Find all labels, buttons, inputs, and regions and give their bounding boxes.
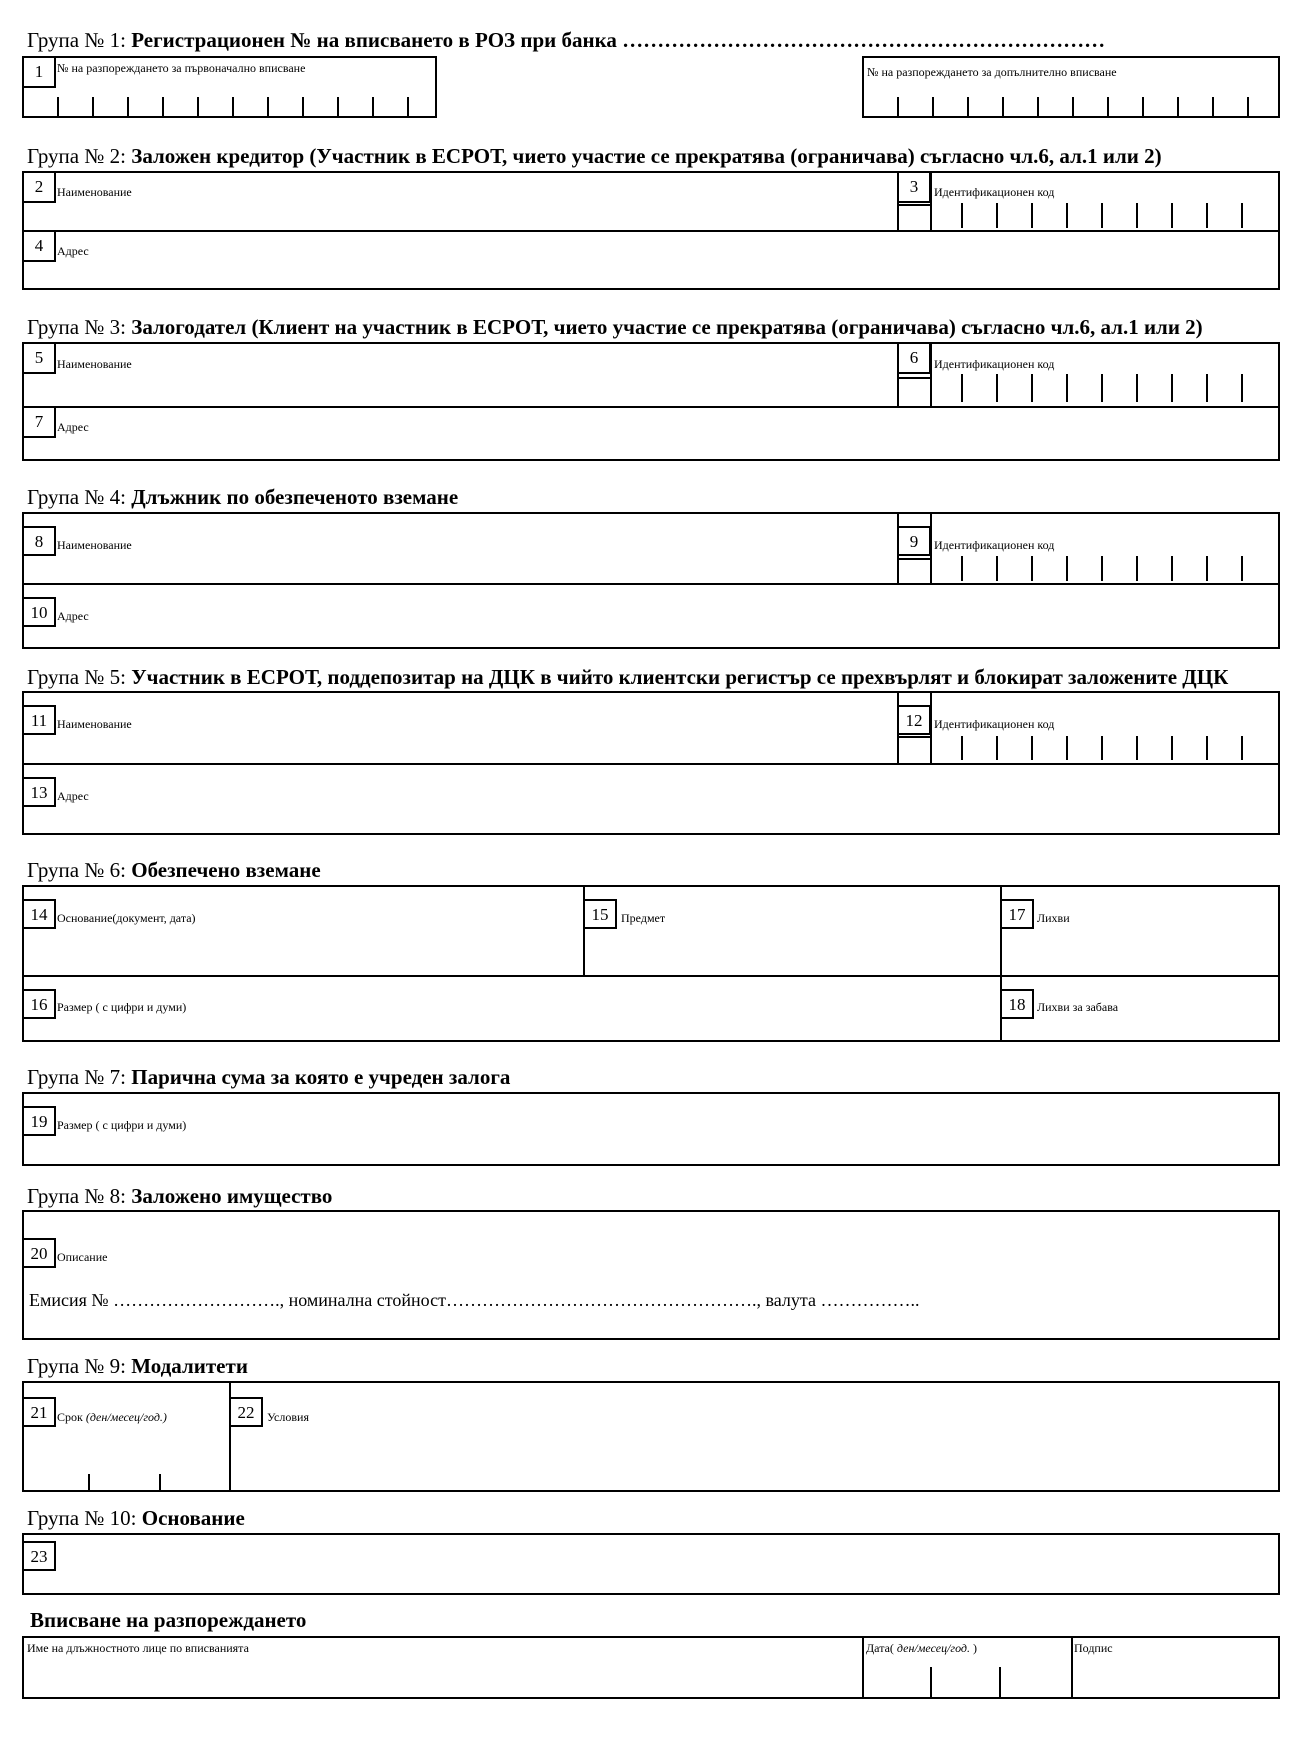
comb-tick bbox=[1136, 556, 1138, 581]
registration-title: Вписване на разпореждането bbox=[30, 1608, 307, 1632]
comb-tick bbox=[1241, 736, 1243, 760]
group-7-prefix: Група № 7: bbox=[27, 1065, 132, 1089]
comb-tick bbox=[967, 97, 969, 116]
signature-field[interactable] bbox=[1073, 1638, 1278, 1697]
id-code-label: Идентификационен код bbox=[934, 357, 1055, 371]
comb-tick bbox=[1031, 374, 1033, 402]
address-label: Адрес bbox=[57, 244, 89, 258]
id-code-label: Идентификационен код bbox=[934, 538, 1055, 552]
comb-tick bbox=[961, 374, 963, 402]
group-1-title bbox=[27, 28, 1105, 53]
comb-tick bbox=[1247, 97, 1249, 116]
comb-tick bbox=[996, 556, 998, 581]
field-number: 14 bbox=[24, 899, 56, 929]
comb-tick bbox=[1101, 556, 1103, 581]
name-field-label: Наименование bbox=[57, 538, 132, 552]
comb-tick bbox=[1066, 203, 1068, 228]
field-label: № на разпореждането за първоначално вписване bbox=[57, 61, 306, 75]
comb-tick bbox=[1002, 97, 1004, 116]
group-5-box bbox=[22, 691, 1280, 835]
comb-tick bbox=[1136, 203, 1138, 228]
group-6-prefix: Група № 6: bbox=[27, 858, 132, 882]
group-5-title bbox=[27, 665, 1228, 690]
issue-details-line: Емисия № ………………………., номинална стойност……………………………………………., валута …………….. bbox=[29, 1290, 920, 1310]
comb-tick bbox=[92, 97, 94, 116]
conditions-label: Условия bbox=[267, 1410, 309, 1424]
pledged-property-field[interactable] bbox=[22, 1210, 1280, 1340]
comb-tick bbox=[1212, 97, 1214, 116]
comb-tick bbox=[1107, 97, 1109, 116]
additional-order-number-field[interactable] bbox=[862, 56, 1280, 118]
field-number: 19 bbox=[24, 1106, 56, 1136]
comb-tick bbox=[1101, 736, 1103, 760]
group-6-title bbox=[27, 858, 321, 883]
comb-tick bbox=[1066, 374, 1068, 402]
date-format-hint: ден/месец/год. bbox=[896, 1641, 970, 1655]
term-label-text: Срок bbox=[57, 1410, 86, 1424]
pledgor-name-field[interactable] bbox=[24, 344, 896, 406]
comb-tick bbox=[1171, 374, 1173, 402]
subdepository-address-field[interactable] bbox=[24, 765, 1278, 833]
comb-tick bbox=[1066, 556, 1068, 581]
group-1-prefix: Група № 1: bbox=[27, 28, 132, 52]
creditor-id-code-field[interactable] bbox=[932, 173, 1278, 230]
group-10-title bbox=[27, 1506, 245, 1531]
field-number: 23 bbox=[24, 1541, 56, 1571]
interest-field[interactable] bbox=[1002, 887, 1278, 975]
official-name-field[interactable] bbox=[24, 1638, 861, 1697]
comb-tick bbox=[961, 736, 963, 760]
debtor-address-field[interactable] bbox=[24, 585, 1278, 647]
field-number: 6 bbox=[899, 344, 931, 374]
comb-tick bbox=[1031, 736, 1033, 760]
name-field-label: Наименование bbox=[57, 717, 132, 731]
field-number: 10 bbox=[24, 597, 56, 627]
field-number: 8 bbox=[24, 526, 56, 556]
group-10-prefix: Група № 10: bbox=[27, 1506, 142, 1530]
comb-tick bbox=[1101, 203, 1103, 228]
id-code-label: Идентификационен код bbox=[934, 185, 1055, 199]
group-5-heading: Участник в ЕСРОТ, поддепозитар на ДЦК в чийто клиентски регистър се прехвърлят и блокират заложените ДЦК bbox=[131, 665, 1229, 689]
group-2-prefix: Група № 2: bbox=[27, 144, 132, 168]
field-number: 7 bbox=[24, 408, 56, 438]
date-label-text: Дата( bbox=[866, 1641, 897, 1655]
term-field[interactable] bbox=[24, 1383, 228, 1490]
group-4-prefix: Група № 4: bbox=[27, 485, 132, 509]
comb-tick bbox=[1206, 203, 1208, 228]
group-9-title bbox=[27, 1354, 248, 1379]
group-3-title bbox=[27, 315, 1203, 340]
comb-tick bbox=[1101, 374, 1103, 402]
group-6-box bbox=[22, 885, 1280, 1042]
comb-tick bbox=[1171, 203, 1173, 228]
group-9-box bbox=[22, 1381, 1280, 1492]
field-number: 17 bbox=[1002, 899, 1034, 929]
field-label: № на разпореждането за допълнително вписване bbox=[867, 65, 1117, 79]
date-label-end: ) bbox=[970, 1641, 977, 1655]
field-number: 20 bbox=[24, 1238, 56, 1268]
group-2-heading: Заложен кредитор (Участник в ЕСРОТ, чието участие се прекратява (ограничава) съгласно чл.6, ал.1 или 2) bbox=[131, 144, 1162, 168]
comb-tick bbox=[302, 97, 304, 116]
group-4-title bbox=[27, 485, 458, 510]
subdepository-id-code-field[interactable] bbox=[932, 693, 1278, 763]
comb-tick bbox=[337, 97, 339, 116]
group-3-heading: Залогодател (Клиент на участник в ЕСРОТ, чието участие се прекратява (ограничава) съгласно чл.6, ал.1 или 2) bbox=[131, 315, 1203, 339]
comb-tick bbox=[1066, 736, 1068, 760]
conditions-field[interactable] bbox=[231, 1383, 1278, 1490]
comb-tick bbox=[197, 97, 199, 116]
address-label: Адрес bbox=[57, 609, 89, 623]
pledge-amount-field[interactable] bbox=[22, 1092, 1280, 1166]
claim-amount-field[interactable] bbox=[24, 977, 999, 1040]
description-label: Описание bbox=[57, 1250, 108, 1264]
field-number: 12 bbox=[899, 705, 931, 735]
comb-tick bbox=[897, 97, 899, 116]
field-number: 4 bbox=[24, 232, 56, 262]
comb-tick bbox=[932, 97, 934, 116]
group-6-heading: Обезпечено вземане bbox=[131, 858, 321, 882]
comb-tick bbox=[1171, 556, 1173, 581]
late-interest-label: Лихви за забава bbox=[1037, 1000, 1119, 1014]
field-number: 2 bbox=[24, 173, 56, 203]
late-interest-field[interactable] bbox=[1002, 977, 1278, 1040]
field-number: 13 bbox=[24, 777, 56, 807]
comb-tick bbox=[1241, 203, 1243, 228]
comb-tick bbox=[1072, 97, 1074, 116]
field-number: 18 bbox=[1002, 989, 1034, 1019]
id-code-label: Идентификационен код bbox=[934, 717, 1055, 731]
comb-tick bbox=[1206, 374, 1208, 402]
pledgor-id-code-field[interactable] bbox=[932, 344, 1278, 406]
group-9-prefix: Група № 9: bbox=[27, 1354, 132, 1378]
field-number: 3 bbox=[899, 173, 931, 203]
comb-tick bbox=[1031, 203, 1033, 228]
comb-tick bbox=[1037, 97, 1039, 116]
comb-tick bbox=[127, 97, 129, 116]
interest-label: Лихви bbox=[1037, 911, 1070, 925]
signature-label: Подпис bbox=[1074, 1641, 1113, 1655]
amount-label: Размер ( с цифри и думи) bbox=[57, 1000, 187, 1014]
field-number: 15 bbox=[585, 899, 617, 929]
comb-tick bbox=[1136, 736, 1138, 760]
date-field[interactable] bbox=[864, 1638, 1070, 1697]
debtor-name-field[interactable] bbox=[24, 514, 896, 583]
comb-tick bbox=[1241, 374, 1243, 402]
group-7-heading: Парична сума за която е учреден залога bbox=[131, 1065, 511, 1089]
claim-basis-field[interactable] bbox=[24, 887, 582, 975]
group-8-prefix: Група № 8: bbox=[27, 1184, 132, 1208]
comb-tick bbox=[1206, 556, 1208, 581]
debtor-id-code-field[interactable] bbox=[932, 514, 1278, 583]
name-field-label: Наименование bbox=[57, 185, 132, 199]
field-number: 5 bbox=[24, 344, 56, 374]
group-3-prefix: Група № 3: bbox=[27, 315, 132, 339]
comb-tick bbox=[407, 97, 409, 116]
group-5-prefix: Група № 5: bbox=[27, 665, 132, 689]
field-number: 21 bbox=[24, 1397, 56, 1427]
comb-tick bbox=[267, 97, 269, 116]
field-number: 1 bbox=[24, 58, 56, 88]
comb-tick bbox=[162, 97, 164, 116]
field-number: 22 bbox=[231, 1397, 263, 1427]
field-number: 11 bbox=[24, 705, 56, 735]
group-8-title bbox=[27, 1184, 332, 1209]
comb-tick bbox=[372, 97, 374, 116]
group-9-heading: Модалитети bbox=[131, 1354, 248, 1378]
comb-tick bbox=[1031, 556, 1033, 581]
basis-label: Основание(документ, дата) bbox=[57, 911, 196, 925]
group-1-heading: Регистрационен № на вписването в РОЗ при банка …………………………………………………………… bbox=[131, 28, 1106, 52]
comb-tick bbox=[1241, 556, 1243, 581]
name-field-label: Наименование bbox=[57, 357, 132, 371]
subject-label: Предмет bbox=[621, 911, 666, 925]
creditor-name-field[interactable] bbox=[24, 173, 896, 230]
term-format-hint: (ден/месец/год.) bbox=[85, 1410, 167, 1424]
comb-tick bbox=[996, 736, 998, 760]
comb-tick bbox=[1206, 736, 1208, 760]
comb-tick bbox=[1142, 97, 1144, 116]
group-7-title bbox=[27, 1065, 510, 1090]
address-label: Адрес bbox=[57, 420, 89, 434]
comb-tick bbox=[996, 203, 998, 228]
field-number: 9 bbox=[899, 526, 931, 556]
amount-label: Размер ( с цифри и думи) bbox=[57, 1118, 187, 1132]
group-10-heading: Основание bbox=[141, 1506, 245, 1530]
group-2-title bbox=[27, 144, 1162, 169]
field-number: 16 bbox=[24, 989, 56, 1019]
comb-tick bbox=[1171, 736, 1173, 760]
comb-tick bbox=[961, 203, 963, 228]
initial-order-number-field[interactable] bbox=[22, 56, 437, 118]
pledgor-address-field[interactable] bbox=[24, 408, 1278, 459]
subdepository-name-field[interactable] bbox=[24, 693, 896, 763]
comb-tick bbox=[57, 97, 59, 116]
comb-tick bbox=[1136, 374, 1138, 402]
claim-subject-field[interactable] bbox=[585, 887, 999, 975]
comb-tick bbox=[1177, 97, 1179, 116]
comb-tick bbox=[961, 556, 963, 581]
official-name-label: Име на длъжностното лице по вписванията bbox=[27, 1641, 249, 1655]
address-label: Адрес bbox=[57, 789, 89, 803]
group-4-box bbox=[22, 512, 1280, 649]
group-3-box bbox=[22, 342, 1280, 461]
registration-box bbox=[22, 1636, 1280, 1699]
creditor-address-field[interactable] bbox=[24, 232, 1278, 288]
comb-tick bbox=[232, 97, 234, 116]
comb-tick bbox=[996, 374, 998, 402]
group-4-heading: Длъжник по обезпеченото вземане bbox=[131, 485, 459, 509]
basis-field[interactable] bbox=[22, 1533, 1280, 1595]
group-2-box bbox=[22, 171, 1280, 290]
group-8-heading: Заложено имущество bbox=[131, 1184, 333, 1208]
